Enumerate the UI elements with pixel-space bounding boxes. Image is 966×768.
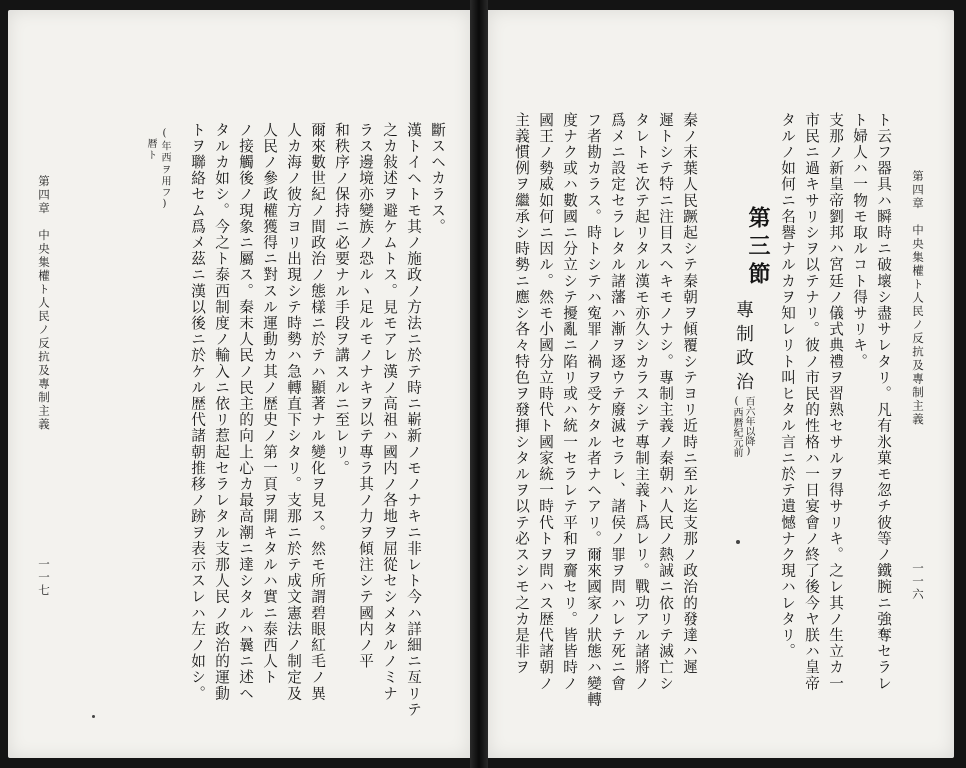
body-column: 斷スヘカラス。: [429, 122, 446, 235]
body-column: トヲ聯絡セム爲メ茲ニ漢以後ニ於ケル歴代諸朝推移ノ跡ヲ表示スレハ左ノ如シ。: [189, 122, 206, 702]
right-page: [488, 10, 954, 758]
marginal-note-line-1: (年西: [159, 128, 170, 164]
body-column: 國王ノ勢威如何ニ因ル。然モ小國分立時代ト國家統一時代トヲ問ハス歴代諸朝ノ: [537, 112, 554, 692]
book-gutter: [470, 0, 488, 768]
body-column: タルカ如シ。今之ト泰西制度ノ輸入ニ依リ惹起セラレタル支那人民ノ政治的運動: [213, 122, 230, 702]
body-column: 遲トシテ特ニ注目スヘキモノナシ。專制主義ノ秦朝ハ人民ノ熱誠ニ依リテ滅亡シ: [657, 112, 674, 692]
body-column: 支那ノ新皇帝劉邦ハ宮廷ノ儀式典禮ヲ習熟セサルヲ得サリキ。之レ其ノ生立カ一: [827, 112, 844, 692]
body-column: 和秩序ノ保持ニ必要ナル手段ヲ講スルニ至レリ。: [333, 122, 350, 477]
section-title: 專制政治: [733, 300, 754, 396]
marginal-note-line-3: ヲ用フ): [159, 164, 170, 211]
page-number-117: 一一七: [37, 558, 51, 597]
running-head-right: 第四章 中央集權ト人民ノ反抗及專制主義: [911, 170, 925, 427]
marginal-note-line-2: 暦ト: [145, 138, 156, 161]
section-number: 第三節: [745, 206, 771, 290]
body-column: タルノ如何ニ名譽ナルカヲ知レリト叫ヒタル言ニ於テ遺憾ナク現ハレタリ。: [779, 112, 796, 660]
body-column: 漢トイヘトモ其ノ施政ノ方法ニ於テ時ニ嶄新ノモノナキニ非レト今ハ詳細ニ亙リテ: [405, 122, 422, 718]
body-column: 市民ニ過キサリシヲ以テナリ。彼ノ市民的性格ハ一日宴會ノ終了後今ヤ朕ハ皇帝: [803, 112, 820, 692]
body-column: ト云フ器具ハ瞬時ニ破壞シ盡サレタリ。凡有氷菓モ忽チ彼等ノ鐵腕ニ強奪セラレ: [875, 112, 892, 692]
body-column: 爲メニ設定セラレタル諸藩ハ漸ヲ逐ウテ廢滅セラレ、諸侯ノ罪ヲ問ハレテ死ニ會: [609, 112, 626, 692]
body-column: 度ナク或ハ數國ニ分立シテ擾亂ニ陷リ或ハ統一セラレテ平和ヲ齎セリ。皆皆時ノ: [561, 112, 578, 692]
body-column: ト婦人ハ一物モ取ルコト得サリキ。: [851, 112, 868, 370]
body-column: ラス邊境亦變族ノ恐ルヽ足ルモノナキヲ以テ專ラ其ノ力ヲ傾注シテ國内ノ平: [357, 122, 374, 670]
body-column: 主義慣例ヲ繼承シ時勢ニ應シ各々特色ヲ發揮シタルヲ以テ必スシモ之カ是非ヲ: [513, 112, 530, 676]
body-column: 秦ノ末葉人民蹶起シテ秦朝ヲ傾覆シテヨリ近時ニ至ル迄支那ノ政治的發達ハ遲: [681, 112, 698, 676]
body-column: 人カ海ノ彼方ヨリ出現シテ時勢ハ急轉直下シタリ。支那ニ於テ成文憲法ノ制定及: [285, 122, 302, 702]
left-page: [8, 10, 470, 758]
section-era-line-2: 百六年以降): [743, 396, 754, 457]
body-column: 爾來數世紀ノ間政治ノ態樣ニ於テハ顯著ナル變化ヲ見ス。然モ所謂碧眼紅毛ノ異: [309, 122, 326, 702]
body-column: フ者勘カラス。時トシテハ寃罪ノ禍ヲ受ケタル者ナヘアリ。爾來國家ノ狀態ハ變轉: [585, 112, 602, 708]
body-column: ノ接觸後ノ現象ニ屬ス。秦末人民ノ民主的向上心カ最高潮ニ達シタルハ曩ニ述ヘ: [237, 122, 254, 702]
running-head-left: 第四章 中央集權ト人民ノ反抗及專制主義: [37, 175, 51, 432]
body-column: 人民ノ參政權獲得ニ對スル運動カ其ノ歴史ノ第一頁ヲ開キタルハ實ニ泰西人ト: [261, 122, 278, 686]
print-speck: [92, 715, 95, 718]
body-column: タレトモ次テ起リタル漢モ亦久シカラスシテ專制主義ト爲レリ。戰功アル諸將ノ: [633, 112, 650, 692]
section-era-line-1: (西暦紀元前: [731, 396, 742, 457]
page-number-116: 一一六: [911, 562, 925, 601]
body-column: 之カ敍述ヲ避ケムトス。見モアレ漢ノ高祖ハ國内ノ各地ヲ屈從セシメタルノミナ: [381, 122, 398, 702]
print-speck: [736, 540, 740, 544]
